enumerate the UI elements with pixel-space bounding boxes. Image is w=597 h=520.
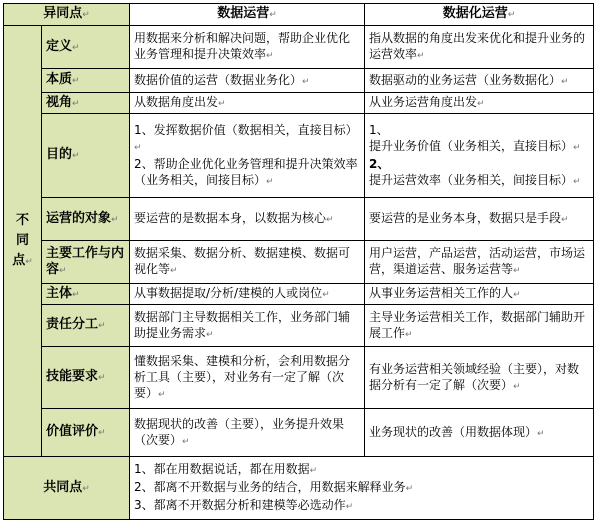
- cell-data-ops: [130, 114, 365, 198]
- row-label: 主要工作与内容↵: [42, 241, 130, 284]
- list-item: 1、发挥数据价值（数据相关，直接目标）↵: [134, 122, 358, 153]
- header-datafied-ops: 数据化运营↵: [365, 4, 594, 26]
- cell-datafied-ops: 有业务运营相关领域经验（主要），对数据分析有一定了解（次要）↵: [365, 347, 594, 409]
- row-main-work: [4, 241, 594, 284]
- cell-data-ops: 要运营的是数据本身，以数据为核心↵: [130, 198, 365, 241]
- cell-data-ops: 用数据来分析和解决问题，帮助企业优化业务管理和提升决策效率↵: [130, 26, 365, 69]
- difference-label-char: 点: [12, 252, 26, 268]
- row-definition: [4, 26, 594, 69]
- cell-data-ops: 数据价值的运营（数据业务化）↵: [130, 69, 365, 93]
- list-item: 2、帮助企业优化业务管理和提升决策效率（业务相关，间接目标）↵: [134, 156, 358, 187]
- list-item: 1、提升业务价值（业务相关，直接目标）↵: [369, 122, 581, 153]
- list-item: 2、提升运营效率（业务相关，间接目标）↵: [369, 156, 581, 187]
- cell-datafied-ops: 指从数据的角度出发来优化和提升业务的运营效率↵: [365, 26, 594, 69]
- cell-datafied-ops: 从事业务运营相关工作的人↵: [365, 284, 594, 305]
- cell-data-ops: 从事数据提取/分析/建模的人或岗位↵: [130, 284, 365, 305]
- row-label: 定义↵: [42, 26, 130, 69]
- cell-datafied-ops: 从业务运营角度出发↵: [365, 93, 594, 114]
- row-label: 本质↵: [42, 69, 130, 93]
- cell-datafied-ops: 用户运营，产品运营，活动运营，市场运营，渠道运营、服务运营等↵: [365, 241, 594, 284]
- row-target: [4, 198, 594, 241]
- difference-label-char: 不: [15, 212, 29, 228]
- row-label: 价值评价↵: [42, 409, 130, 457]
- cell-datafied-ops: 数据驱动的业务运营（业务数据化）↵: [365, 69, 594, 93]
- cell-datafied-ops: 要运营的是业务本身，数据只是手段↵: [365, 198, 594, 241]
- row-label: 视角↵: [42, 93, 130, 114]
- comparison-table: [3, 3, 594, 520]
- header-aspect: 异同点↵: [4, 4, 130, 26]
- list-item: 2、都离不开数据与业务的结合，用数据来解释业务↵: [134, 480, 414, 494]
- cell-data-ops: 数据现状的改善（主要），业务提升效果（次要）↵: [130, 409, 365, 457]
- row-label: 技能要求↵: [42, 347, 130, 409]
- row-purpose: [4, 114, 594, 198]
- row-label: 主体↵: [42, 284, 130, 305]
- header-data-ops: 数据运营↵: [130, 4, 365, 26]
- row-subject: [4, 284, 594, 305]
- cell-data-ops: 从数据角度出发↵: [130, 93, 365, 114]
- cell-datafied-ops: 业务现状的改善（用数据体现）↵: [365, 409, 594, 457]
- row-label: 目的↵: [42, 114, 130, 198]
- row-label: 责任分工↵: [42, 305, 130, 347]
- cell-data-ops: 数据部门主导数据相关工作，业务部门辅助提业务需求↵: [130, 305, 365, 347]
- row-perspective: [4, 93, 594, 114]
- common-label: 共同点↵: [4, 457, 130, 520]
- list-item: 1、都在用数据说话，都在用数据↵: [134, 462, 318, 476]
- cell-data-ops: 懂数据采集、建模和分析，会利用数据分析工具（主要），对业务有一定了解（次要）↵: [130, 347, 365, 409]
- difference-label: 不 同 点↵: [4, 26, 42, 457]
- row-essence: [4, 69, 594, 93]
- row-responsibility: [4, 305, 594, 347]
- row-common: [4, 457, 594, 520]
- header-row: [4, 4, 594, 26]
- row-evaluation: [4, 409, 594, 457]
- cell-datafied-ops: 主导业务运营相关工作，数据部门辅助开展工作↵: [365, 305, 594, 347]
- cell-data-ops: 数据采集、数据分析、数据建模、数据可视化等↵: [130, 241, 365, 284]
- common-content: [130, 457, 594, 520]
- list-item: 3、都离不开数据分析和建模等必选动作↵: [134, 498, 354, 512]
- row-skills: [4, 347, 594, 409]
- row-label: 运营的对象↵: [42, 198, 130, 241]
- cell-datafied-ops: [365, 114, 594, 198]
- difference-label-char: 同: [15, 232, 29, 248]
